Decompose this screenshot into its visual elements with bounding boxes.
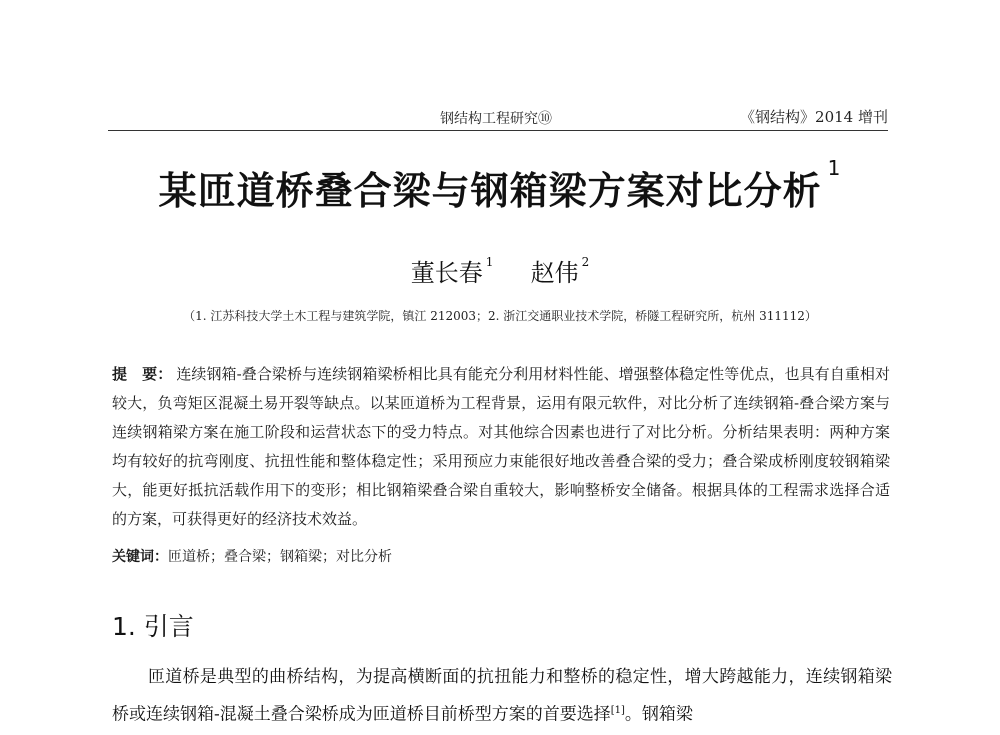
author-list (0, 253, 1000, 288)
keywords-label: 关键词： (112, 549, 168, 565)
affiliations: （1. 江苏科技大学土木工程与建筑学院，镇江 212003；2. 浙江交通职业技术学院，桥隧工程研究所，杭州 311112） (183, 309, 817, 323)
body-paragraph (112, 660, 892, 732)
body-text: 匝道桥是典型的曲桥结构，为提高横断面的抗扭能力和整桥的稳定性，增大跨越能力，连续钢箱梁桥或连续钢箱-混凝土叠合梁桥成为匝道桥目前桥型方案的首要选择 (112, 667, 892, 725)
author-affiliation-mark: 2 (581, 255, 590, 269)
running-header-journal: 《钢结构》2014 增刊 (740, 108, 888, 126)
citation-reference: [1] (610, 705, 625, 716)
title-footnote-mark: 1 (827, 156, 842, 180)
author-name: 董长春 (410, 259, 483, 287)
abstract-text: 连续钢箱-叠合梁桥与连续钢箱梁桥相比具有能充分利用材料性能、增强整体稳定性等优点，也具有自重相对较大，负弯矩区混凝土易开裂等缺点。以某匝道桥为工程背景，运用有限元软件，对比分析了连续钢箱-叠合梁方案与连续钢箱梁方案在施工阶段和运营状态下的受力特点。对其他综合因素也进行了对比分析。分析结果表明：两种方案均有较好的抗弯刚度、抗扭性能和整体稳定性；采用预应力束能很好地改善叠合梁的受力；叠合梁成桥刚度较钢箱梁大，能更好抵抗活载作用下的变形；相比钢箱梁叠合梁自重较大，影响整桥安全储备。根据具体的工程需求选择合适的方案，可获得更好的经济技术效益。 (112, 365, 890, 528)
author-affiliation-mark: 1 (485, 255, 494, 269)
running-header-series: 钢结构工程研究⑩ (440, 111, 552, 127)
keywords-text: 匝道桥；叠合梁；钢箱梁；对比分析 (168, 549, 392, 565)
body-text-continued: 。钢箱梁 (624, 704, 693, 725)
paper-title (0, 156, 1000, 215)
author-name: 赵伟 (530, 259, 579, 287)
header-divider (108, 130, 888, 131)
section-heading-introduction: 1. 引言 (112, 612, 194, 641)
keywords (112, 546, 890, 566)
paper-title-text: 某匝道桥叠合梁与钢箱梁方案对比分析 (158, 169, 822, 213)
abstract (112, 360, 890, 534)
abstract-label: 提 要： (112, 365, 173, 383)
